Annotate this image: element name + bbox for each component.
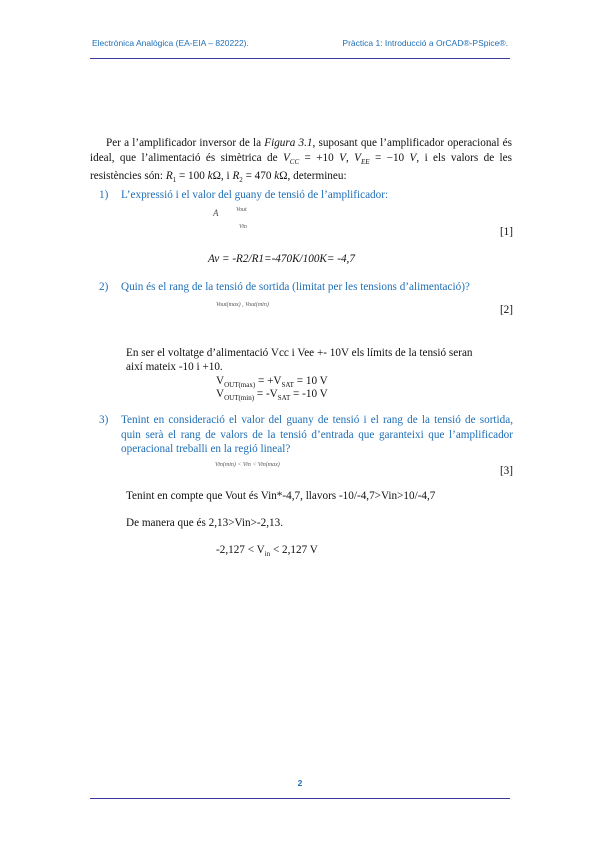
header-right: Pràctica 1: Introducció a OrCAD®-PSpice®.	[342, 38, 508, 48]
header-left: Electrònica Analògica (EA-EIA – 820222).	[92, 38, 249, 48]
question-text: Quin és el rang de la tensió de sortida (limitat per les tensions d’alimentació)?	[121, 281, 470, 293]
question-number: 1)	[99, 189, 109, 201]
question-text: Tenint en consideració el valor del guany de tensió i el rang de la tensió de sortida, quin serà el rang de valors de la tensió d’entrada que garanteixi que l’amplificador operacional treballi en la regió lineal?	[121, 414, 513, 455]
equation-ref-1: [1]	[499, 226, 513, 238]
header-rule	[90, 58, 510, 59]
answer-3-line-2: De manera que és 2,13>Vin>-2,13.	[126, 517, 284, 529]
answer-2-vout-max: $V_{OUT(max)} = +V_{SAT} = 10$ V	[216, 375, 328, 390]
output-range-equation: Vout(max) , Vout(min)	[216, 302, 269, 308]
answer-2-vout-min: $V_{OUT(min)} = -V_{SAT} = -10$ V	[216, 388, 328, 403]
equation-ref-3: [3]	[499, 465, 513, 477]
equation-ref-2: [2]	[499, 304, 513, 316]
footer-rule	[90, 798, 510, 799]
answer-2-line-2: així mateix -10 i +10.	[126, 361, 223, 373]
gain-answer: Av = -R2/R1=-470K/100K= -4,7	[208, 253, 355, 265]
answer-3-final: $-2,127 < V_{in} < 2,127$ V	[216, 544, 318, 559]
question-3	[0, 413, 600, 457]
gain-equation-denominator: Vin	[239, 224, 247, 230]
question-number: 3)	[99, 414, 109, 426]
answer-2-line-1: En ser el voltatge d’alimentació Vcc i Vee +- 10V els límits de la tensió seran	[126, 347, 473, 359]
question-number: 2)	[99, 281, 109, 293]
question-text: L’expressió i el valor del guany de tensió de l’amplificador:	[121, 189, 389, 201]
answer-3-line-1: Tenint en compte que Vout és Vin*-4,7, llavors -10/-4,7>Vin>10/-4,7	[126, 490, 436, 502]
page-number: 2	[297, 778, 303, 788]
intro-paragraph: Per a l’amplificador inversor de la Figura 3.1, suposant que l’amplificador operacional és ideal, que l’alimentació és simètrica de $V_{CC} = +10$ V, $V_{EE} = -10$ V, i els valors de les resistències són: $R_1 = 100$ kΩ, i $R_2 = 470$ kΩ, determineu:	[90, 137, 512, 185]
gain-equation-numerator: Vout	[236, 207, 247, 213]
gain-equation-symbol: A	[213, 208, 219, 218]
input-range-equation: Vin(min) < Vin < Vin(max)	[215, 462, 280, 468]
